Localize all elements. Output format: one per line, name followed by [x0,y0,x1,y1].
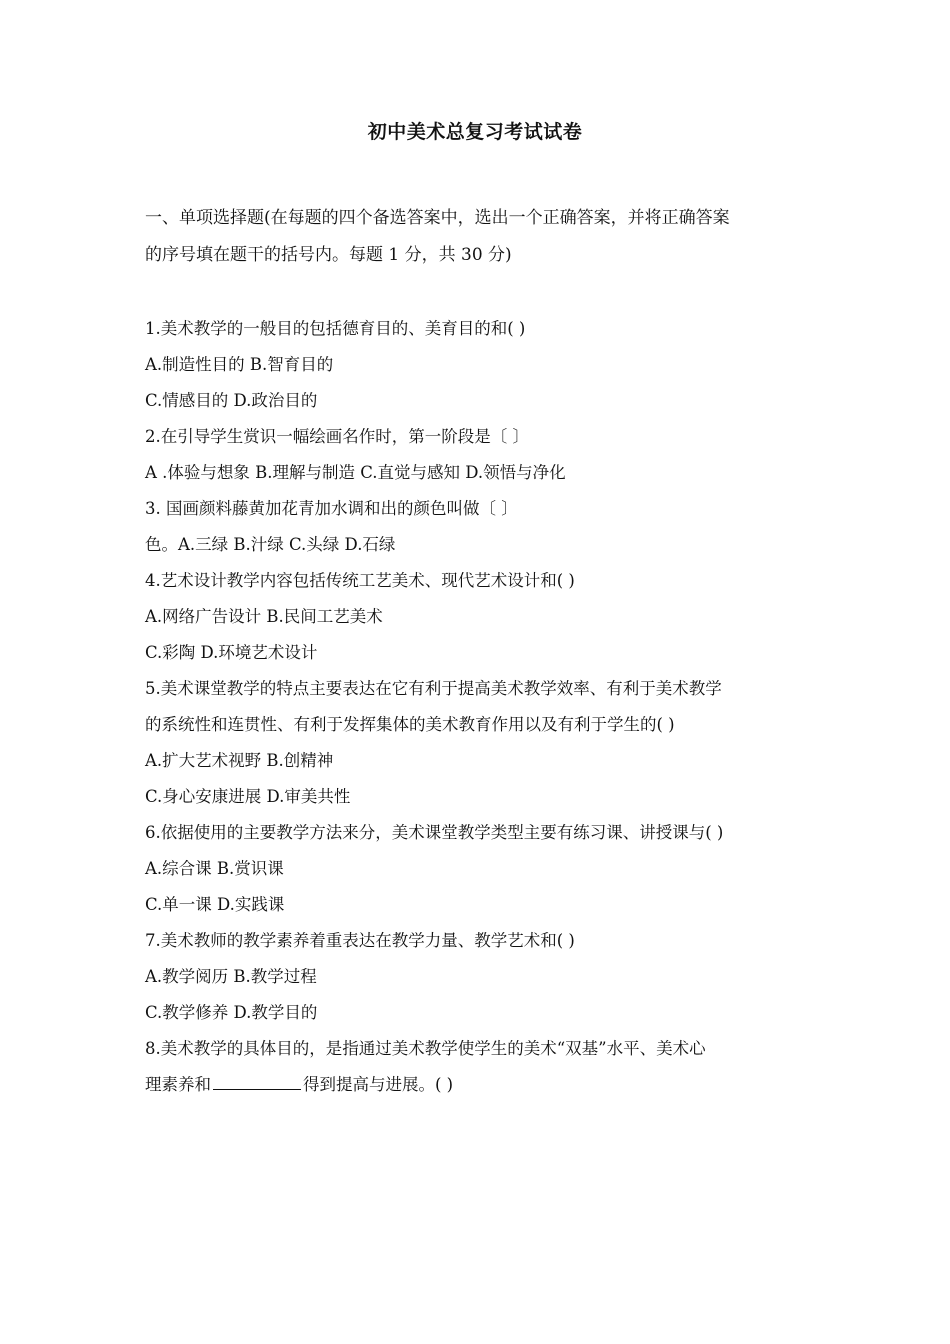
question-3-options: 色。A.三绿 B.汁绿 C.头绿 D.石绿 [145,535,396,554]
question-2-stem: 2.在引导学生赏识一幅绘画名作时，第一阶段是〔 〕 [145,427,529,446]
section-heading [145,200,825,274]
question-6-options: A.综合课 B.赏识课 [145,859,284,878]
question-1-stem: 1.美术教学的一般目的包括德育目的、美育目的和( ) [145,319,526,338]
question-5-stem: 的系统性和连贯性、有利于发挥集体的美术教育作用以及有利于学生的( ) [145,715,675,734]
section-heading-line: 一、单项选择题(在每题的四个备选答案中，选出一个正确答案，并将正确答案 [145,208,730,228]
fill-in-blank [213,1071,301,1090]
section-heading-line: 的序号填在题干的括号内。每题 1 分，共 30 分) [145,245,512,265]
question-8-stem [145,1067,835,1103]
question-4-stem: 4.艺术设计教学内容包括传统工艺美术、现代艺术设计和( ) [145,571,575,590]
question-6-options: C.单一课 D.实践课 [145,895,285,914]
question-6-stem: 6.依据使用的主要教学方法来分，美术课堂教学类型主要有练习课、讲授课与( ) [145,823,724,842]
question-7-options: A.教学阅历 B.教学过程 [145,967,317,986]
question-1-options: C.情感目的 D.政治目的 [145,391,318,410]
question-5-options: A.扩大艺术视野 B.创精神 [145,751,334,770]
document-title: 初中美术总复习考试试卷 [367,121,583,143]
question-4-options: A.网络广告设计 B.民间工艺美术 [145,607,383,626]
question-2-options: A .体验与想象 B.理解与制造 C.直觉与感知 D.领悟与净化 [145,463,566,482]
question-1-options: A.制造性目的 B.智育目的 [145,355,334,374]
question-7-stem: 7.美术教师的教学素养着重表达在教学力量、教学艺术和( ) [145,931,575,950]
question-5-options: C.身心安康进展 D.审美共性 [145,787,351,806]
question-8-text-after-blank: 得到提高与进展。( ) [303,1075,454,1094]
question-7-options: C.教学修养 D.教学目的 [145,1003,318,1022]
question-list [145,311,835,1103]
question-5-stem: 5.美术课堂教学的特点主要表达在它有利于提高美术教学效率、有利于美术教学 [145,679,722,698]
question-8-text-before-blank: 理素养和 [145,1075,211,1094]
question-8-stem: 8.美术教学的具体目的，是指通过美术教学使学生的美术“双基”水平、美术心 [145,1039,706,1058]
question-3-stem: 3. 国画颜料藤黄加花青加水调和出的颜色叫做〔 〕 [145,499,518,518]
question-4-options: C.彩陶 D.环境艺术设计 [145,643,318,662]
